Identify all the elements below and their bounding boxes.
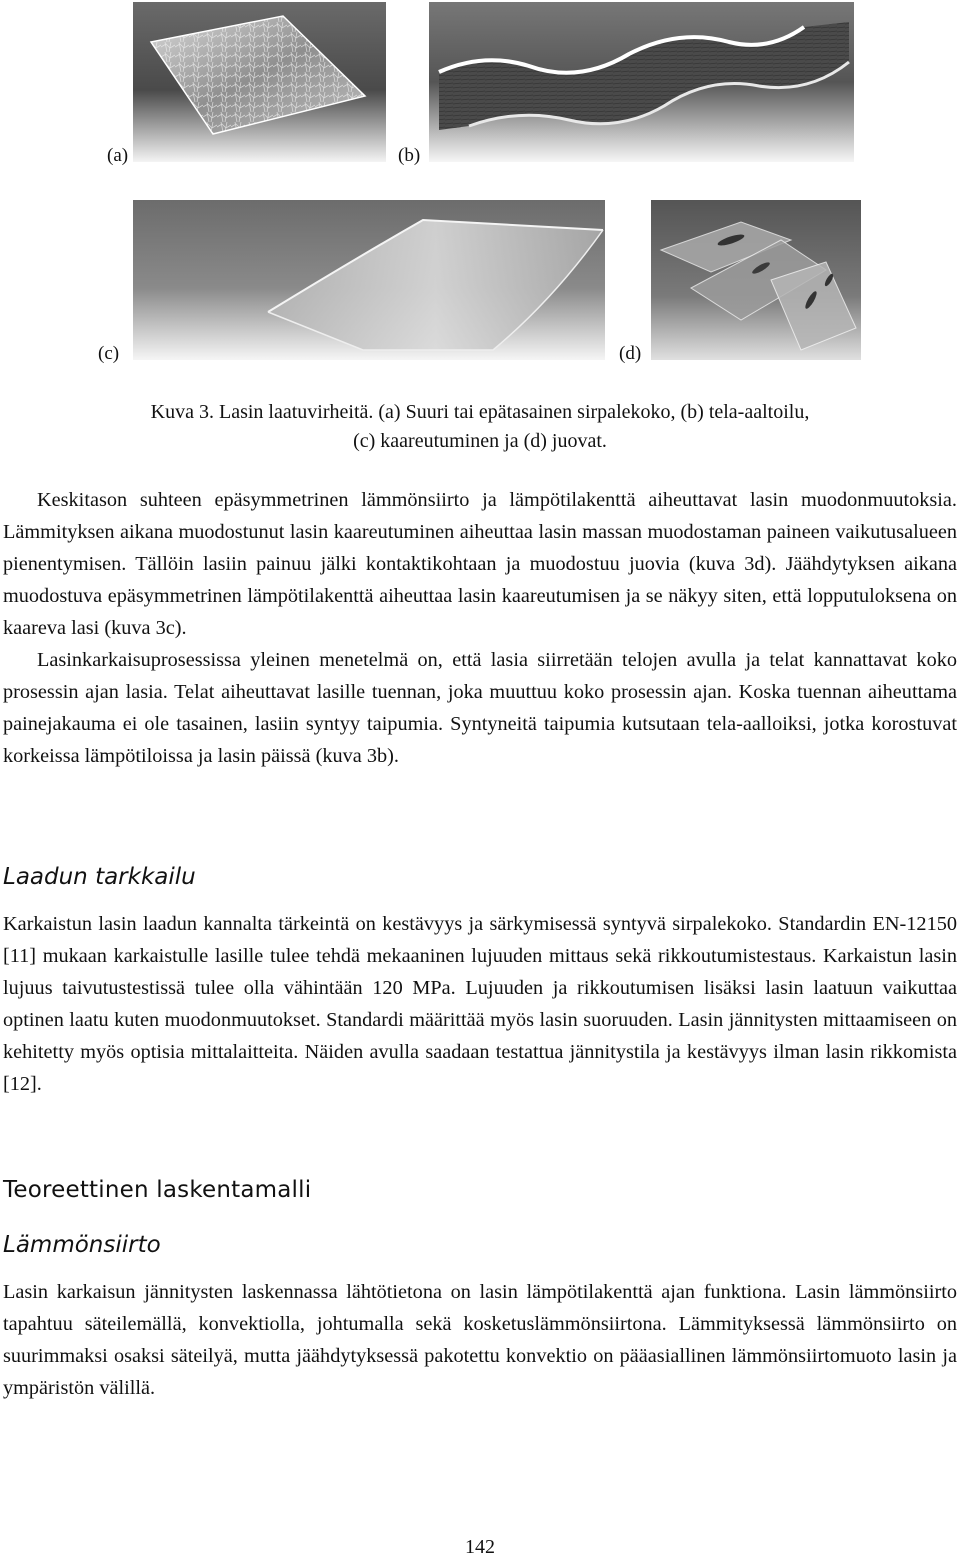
paragraph-deformation (3, 484, 957, 772)
paragraph-deformation-part2: Lasinkarkaisuprosessissa yleinen menetelmä on, että lasia siirretään telojen avulla ja telat kannattavat koko prosessin ajan lasia. Telat aiheuttavat lasille tuennan, joka muuttuu koko prosessin ajan. Koska tuennan aiheuttama painejakauma ei ole tasainen, lasiin syntyy taipumia. Syntyneitä taipumia kutsutaan tela-aalloiksi, jotka korostuvat korkeissa lämpötiloissa ja lasin päissä (kuva 3b). (3, 649, 957, 767)
figure-b-roller-wave (429, 2, 854, 162)
heading-heat-transfer: Lämmönsiirto (3, 1232, 161, 1258)
page-number: 142 (465, 1536, 495, 1558)
heading-theoretical-model: Teoreettinen laskentamalli (3, 1177, 312, 1203)
paragraph-heat-transfer (3, 1276, 957, 1404)
figure-caption-line2: (c) kaareutuminen ja (d) juovat. (353, 430, 607, 452)
paragraph-quality (3, 908, 957, 1100)
paragraph-quality-text: Karkaistun lasin laadun kannalta tärkeintä on kestävyys ja särkymisessä syntyvä sirpalekoko. Standardin EN-12150 [11] mukaan karkaistulle lasille tulee tehdä mekaaninen lujuuden mittaus sekä rikkoutumistestaus. Karkaistun lasin lujuus taivutustestissä tulee olla vähintään 120 MPa. Lujuuden ja rikkoutumisen lisäksi lasin laatuun vaikuttaa optinen laatu kuten muodonmuutokset. Standardi määrittää myös lasin suoruuden. Lasin jännitysten mittaamiseen on kehitetty myös optisia mittalaitteita. Näiden avulla saadaan testattua jännitystila ja kestävyys ilman lasin rikkomista [12]. (3, 913, 957, 1095)
figure-a-label: (a) (107, 145, 129, 166)
paragraph-deformation-part1: Keskitason suhteen epäsymmetrinen lämmönsiirto ja lämpötilakenttä aiheuttavat lasin muodonmuutoksia. Lämmityksen aikana muodostunut lasin kaareutuminen aiheuttaa lasin massan muodostaman paineen vaikutusalueen pienentymisen. Tällöin lasiin painuu jälki kontaktikohtaan ja muodostuu juovia (kuva 3d). Jäähdytyksen aikana muodostuva epäsymmetrinen lämpötilakenttä aiheuttaa lasin kaareutumisen ja se näkyy siten, että lopputuloksena on kaareva lasi (kuva 3c). (3, 489, 957, 639)
figure-d-label: (d) (619, 343, 642, 364)
heading-quality-control: Laadun tarkkailu (3, 864, 196, 890)
figure-c-label: (c) (98, 343, 120, 364)
figure-a-shattered-glass (133, 2, 386, 162)
figure-caption-line1: Kuva 3. Lasin laatuvirheitä. (a) Suuri tai epätasainen sirpalekoko, (b) tela-aaltoilu, (150, 401, 810, 423)
figure-caption (40, 398, 920, 456)
figure-c-curved-glass (133, 200, 605, 360)
paragraph-heat-transfer-text: Lasin karkaisun jännitysten laskennassa lähtötietona on lasin lämpötilakenttä ajan funktiona. Lasin lämmönsiirto tapahtuu säteilemällä, konvektiolla, johtumalla sekä kosketuslämmönsiirtona. Lämmityksessä lämmönsiirto on suurimmaksi osaksi säteilyä, mutta jäähdytyksessä pakotettu konvektio on pääasiallinen lämmönsiirtomuoto lasin ja ympäristön välillä. (3, 1281, 957, 1399)
figure-b-label: (b) (398, 145, 421, 166)
figure-d-stripes (651, 200, 861, 360)
